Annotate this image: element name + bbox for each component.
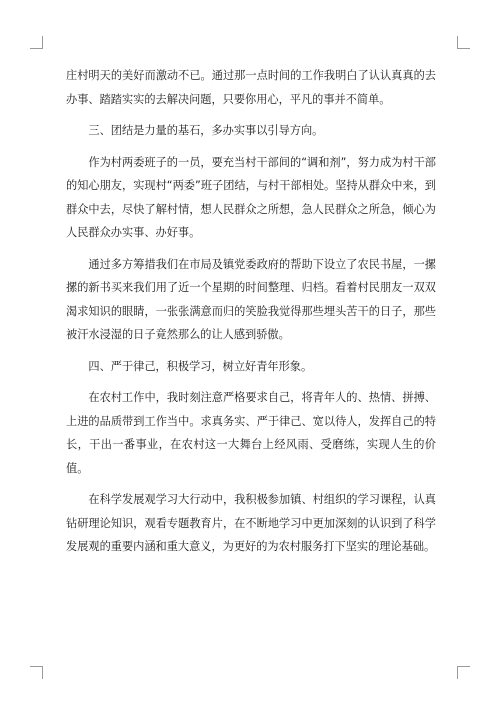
section-heading-3: 三、团结是力量的基石，多办实事以引导方向。 — [88, 124, 324, 137]
crop-mark-top-left — [30, 36, 43, 49]
crop-mark-bottom-left — [30, 666, 43, 679]
paragraph: 在农村工作中，我时刻注意严格要求自己，将青年人的、热情、拼搏、上进的品质带到工作当中。求真务实、严于律己、宽以待人，发挥自己的特长，干出一番事业，在农村这一大舞台上经风雨、受磨练，实现人生的价值。 — [66, 391, 436, 475]
paragraph: 通过多方筹措我们在市局及镇党委政府的帮助下设立了农民书屋，一摞摞的新书买来我们用了近一个星期的时间整理、归档。看着村民朋友一双双渴求知识的眼睛，一张张满意而归的笑脸我觉得那些埋头苦干的日子，那些被汗水浸湿的日子竟然那么的让人感到骄傲。 — [66, 257, 436, 341]
paragraph: 作为村两委班子的一员，要充当村干部间的“调和剂”，努力成为村干部的知心朋友，实现村“两委”班子团结，与村干部相处。坚持从群众中来，到群众中去，尽快了解村情，想人民群众之所想，急人民群众之所急，倾心为人民群众办实事、办好事。 — [66, 155, 436, 239]
crop-mark-bottom-right — [457, 666, 470, 679]
document-body — [66, 64, 436, 567]
paragraph: 在科学发展观学习大行动中，我积极参加镇、村组织的学习课程，认真钻研理论知识，观看专题教育片，在不断地学习中更加深刻的认识到了科学发展观的重要内涵和重大意义，为更好的为农村服务打下坚实的理论基础。 — [66, 493, 436, 553]
crop-mark-top-right — [457, 36, 470, 49]
paragraph-continuation: 庄村明天的美好而激动不已。通过那一点时间的工作我明白了认认真真的去办事、踏踏实实的去解决问题，只要你用心，平凡的事并不简单。 — [66, 69, 436, 106]
section-heading-4: 四、严于律己，积极学习，树立好青年形象。 — [88, 359, 313, 373]
